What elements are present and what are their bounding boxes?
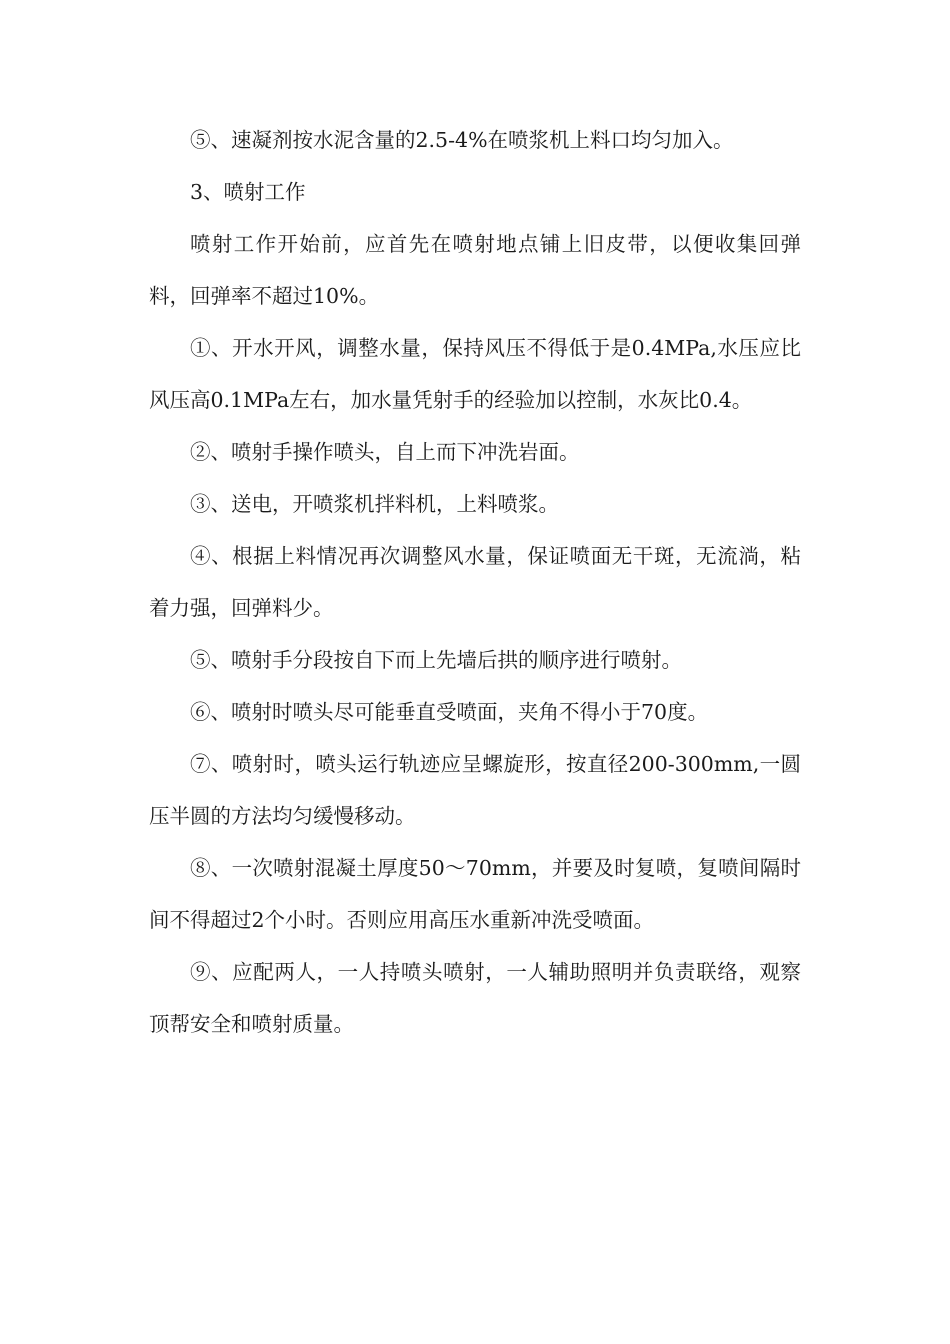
paragraph-step-9: ⑨、应配两人，一人持喷头喷射，一人辅助照明并负责联络，观察顶帮安全和喷射质量。 bbox=[149, 960, 801, 1036]
paragraph-spraying-preparation: 喷射工作开始前，应首先在喷射地点铺上旧皮带，以便收集回弹料，回弹率不超过10%。 bbox=[149, 232, 801, 308]
paragraph-step-1: ①、开水开风，调整水量，保持风压不得低于是0.4MPa,水压应比风压高0.1MPa左右，加水量凭射手的经验加以控制，水灰比0.4。 bbox=[149, 336, 801, 412]
document-body bbox=[149, 114, 801, 1050]
paragraph-step-8: ⑧、一次喷射混凝土厚度50～70mm，并要及时复喷，复喷间隔时间不得超过2个小时。否则应用高压水重新冲洗受喷面。 bbox=[149, 856, 801, 932]
paragraph-step-5: ⑤、喷射手分段按自下而上先墙后拱的顺序进行喷射。 bbox=[190, 648, 682, 672]
paragraph-accelerator-dosage: ⑤、速凝剂按水泥含量的2.5-4%在喷浆机上料口均匀加入。 bbox=[190, 128, 734, 152]
section-heading-spraying-work: 3、喷射工作 bbox=[190, 180, 306, 204]
paragraph-step-7: ⑦、喷射时，喷头运行轨迹应呈螺旋形，按直径200-300mm,一圆压半圆的方法均匀缓慢移动。 bbox=[149, 752, 801, 828]
paragraph-step-3: ③、送电，开喷浆机拌料机，上料喷浆。 bbox=[190, 492, 559, 516]
paragraph-step-6: ⑥、喷射时喷头尽可能垂直受喷面，夹角不得小于70度。 bbox=[190, 700, 709, 724]
paragraph-step-2: ②、喷射手操作喷头，自上而下冲洗岩面。 bbox=[190, 440, 580, 464]
paragraph-step-4: ④、根据上料情况再次调整风水量，保证喷面无干斑，无流淌，粘着力强，回弹料少。 bbox=[149, 544, 801, 620]
